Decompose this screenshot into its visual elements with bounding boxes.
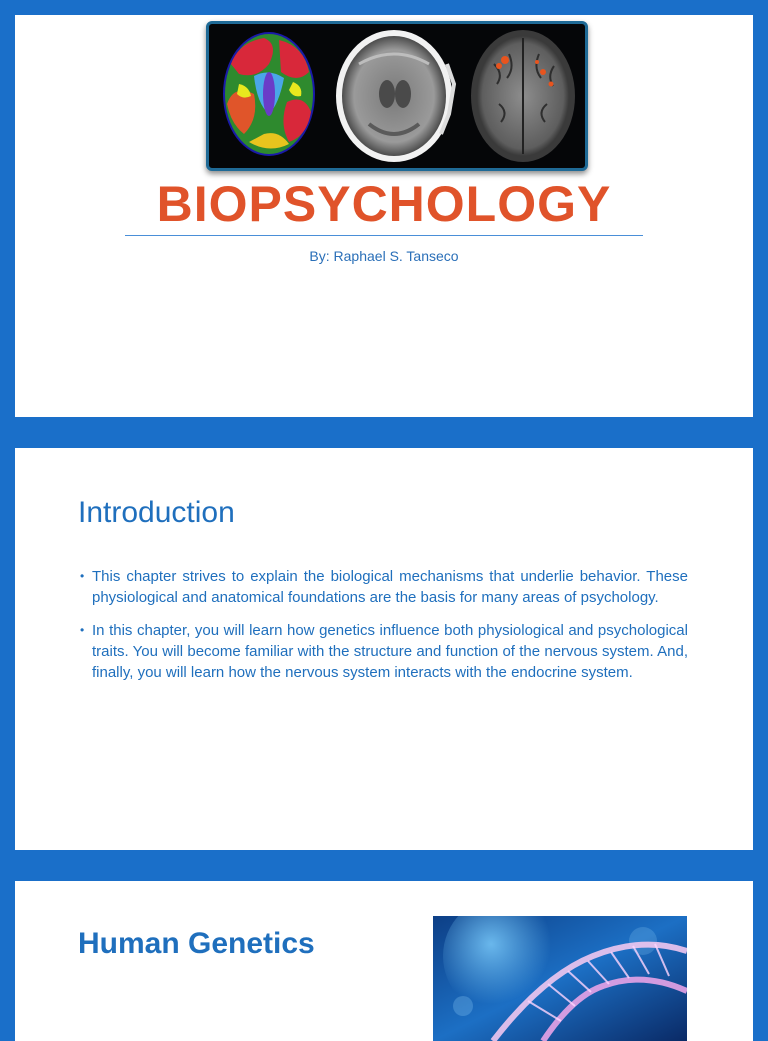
title-divider	[125, 235, 643, 236]
mri-scan	[471, 30, 575, 162]
bullet-text: This chapter strives to explain the biological mechanisms that underlie behavior. These physiological and anatomical foundations are the basis for many areas of psychology.	[92, 568, 688, 606]
bullet-icon: •	[80, 569, 85, 583]
brain-scan-banner-image	[206, 21, 588, 171]
author-byline: By: Raphael S. Tanseco	[309, 248, 459, 264]
introduction-bullets	[78, 566, 688, 695]
bullet-item	[78, 566, 688, 608]
bullet-text: In this chapter, you will learn how genetics influence both physiological and psychological traits. You will become familiar with the structure and function of the nervous system. And, finally, you will learn how the nervous system interacts with the endocrine system.	[92, 622, 688, 681]
human-genetics-slide	[15, 881, 753, 1041]
human-genetics-heading: Human Genetics	[78, 927, 315, 960]
dna-helix-image	[433, 916, 687, 1041]
pet-scan	[223, 32, 315, 156]
bullet-item	[78, 620, 688, 683]
slide-title: BIOPSYCHOLOGY	[156, 176, 612, 232]
ct-scan	[336, 30, 454, 162]
title-slide	[15, 15, 753, 417]
bullet-icon: •	[80, 623, 85, 637]
introduction-heading: Introduction	[78, 496, 235, 529]
introduction-slide	[15, 448, 753, 850]
